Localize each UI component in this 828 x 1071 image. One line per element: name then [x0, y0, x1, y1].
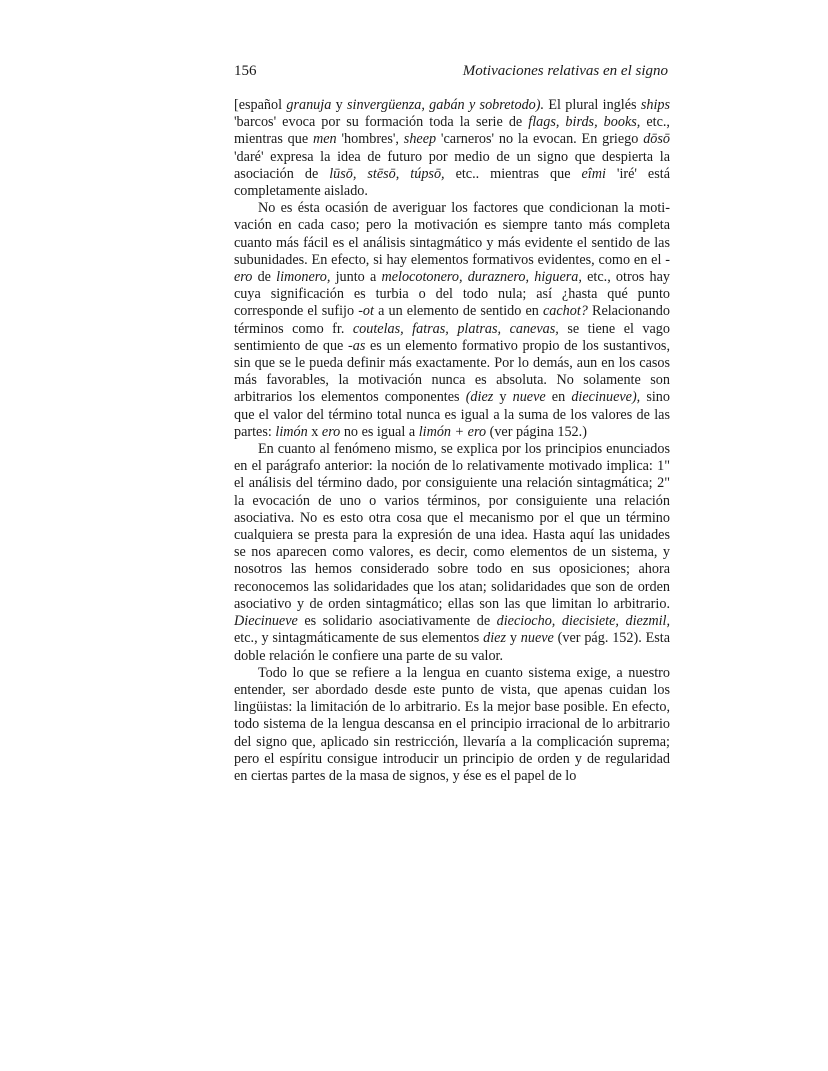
paragraph [234, 441, 670, 665]
text-segment: El plural inglés [544, 97, 641, 113]
text-segment: etc., y sintagmáticamente de sus elementos [234, 630, 484, 647]
text-segment: (ver página 152.) [486, 423, 587, 440]
text-segment: y [493, 389, 513, 406]
paragraph [234, 200, 670, 441]
italic-text-segment: men [312, 131, 337, 148]
italic-text-segment: nueve [520, 630, 554, 647]
italic-text-segment: ships [640, 97, 670, 113]
italic-text-segment: nueve [512, 389, 546, 406]
text-segment: y [331, 97, 347, 113]
italic-text-segment: sinvergüenza, gabán y sobretodo). [347, 97, 545, 113]
text-segment: 'carneros' no la evocan. En griego [436, 131, 644, 148]
text-segment: de [252, 269, 277, 286]
text-segment: y [505, 630, 521, 647]
text-segment: En cuanto al fenómeno mismo, se explica por los principios enunciados en el parágrafo anterior: la noción de lo relativamente motivado implica: 1" el análisis del término dado, por consiguiente una relación sintagmática; 2" la evocación de uno o varios términos, por consiguiente una relación asociativa. No es esto otra cosa que el mecanismo por el que un término cualquiera se presta para la expresión de una idea. Hasta aquí las unidades se nos aparecen como valores, es decir, como elementos de un sistema, y nosotros las hemos considerado sobre todo en sus oposiciones; ahora reconocemos las solidaridades que los atan; solidaridades que son de orden asociativo y de orden sintagmático; ellas son las que limitan lo arbitrario. [234, 441, 670, 612]
italic-text-segment: melocotonero, duraznero, higuera, [381, 269, 582, 286]
running-title: Motivaciones relativas en el signo [462, 63, 668, 79]
text-segment: 'iré' está completamente aislado. [234, 165, 670, 200]
italic-text-segment: limonero, [276, 269, 331, 286]
italic-text-segment: diecinueve), [571, 389, 641, 406]
italic-text-segment: lūsō, stēsō, túpsō, [329, 165, 445, 182]
text-segment: 'hombres', [336, 131, 404, 148]
text-segment: 'barcos' evoca por su formación toda la serie de [234, 114, 529, 131]
italic-text-segment: cachot? [542, 303, 588, 320]
text-segment: sino que el valor del término total nunca es igual a la suma de los valores de las partes: [234, 389, 670, 440]
italic-text-segment: Diecinueve [234, 613, 298, 630]
text-segment: no es igual a [340, 423, 419, 440]
italic-text-segment: limón [275, 423, 308, 440]
italic-text-segment: limón + ero [418, 423, 487, 440]
text-segment: [español [234, 97, 287, 113]
italic-text-segment: coutelas, fatras, platras, canevas, [352, 320, 559, 337]
italic-text-segment: granuja [286, 97, 332, 113]
text-segment: en [545, 389, 572, 406]
text-segment: x [307, 423, 322, 440]
italic-text-segment: ero [321, 423, 341, 440]
italic-text-segment: eîmi [581, 165, 606, 182]
italic-text-segment: dōsō [643, 131, 670, 148]
body-text [234, 97, 670, 785]
text-segment: etc., otros hay cuya significación es turbia o del todo nula; así ¿hasta qué punto corresponde el sufijo [234, 269, 670, 320]
page-number: 156 [234, 63, 257, 79]
text-segment: etc., mientras que [234, 114, 670, 148]
italic-text-segment: flags, birds, books, [528, 114, 641, 131]
running-header [234, 61, 668, 81]
italic-text-segment: diez [483, 630, 506, 647]
text-segment: es solidario asociativamente de [297, 613, 497, 630]
text-segment: No es ésta ocasión de averiguar los factores que condicionan la motivación en cada caso; pero la motivación es siempre tanto más completa cuanto más fácil es el análisis sintagmático y más evidente el sentido de las subunidades. En efecto, si hay elementos formativos evidentes, como en el [234, 200, 670, 268]
text-segment: junto a [330, 269, 382, 286]
paragraph [234, 665, 670, 785]
text-segment: (ver pág. 152). Esta doble relación le confiere una parte de su valor. [234, 630, 671, 664]
text-segment: es un elemento formativo propio de los sustantivos, sin que se le pueda definir más exactamente. Por lo demás, aun en los casos más favorables, la motivación nunca es absoluta. No solamente son arbitrarios los elementos componentes [234, 337, 671, 406]
text-segment: Todo lo que se refiere a la lengua en cuanto sistema exige, a nuestro entender, ser abordado desde este punto de vista, que apenas cuidan los lingüistas: la limitación de lo arbitrario. Es la mejor base posible. En efecto, todo sistema de la lengua descansa en el principio irracional de lo arbitrario del signo que, aplicado sin restricción, llevaría a la complicación suprema; pero el espíritu consigue introducir un principio de orden y de regularidad en ciertas partes de la masa de signos, y ése es el papel de lo [234, 664, 670, 784]
text-segment: 'daré' expresa la idea de futuro por medio de un signo que despierta la asociación de [234, 148, 670, 182]
text-segment: a un elemento de sentido en [373, 303, 543, 320]
italic-text-segment: dieciocho, diecisiete, diezmil, [496, 613, 671, 630]
italic-text-segment: sheep [403, 131, 437, 148]
italic-text-segment: -as [348, 337, 366, 354]
italic-text-segment: -ot [358, 303, 374, 320]
text-segment: etc.. mientras que [444, 165, 582, 182]
italic-text-segment: (diez [465, 389, 494, 406]
italic-text-segment: -ero [234, 251, 670, 286]
text-segment: se tiene el vago sentimiento de que [234, 320, 670, 354]
paragraph [234, 97, 670, 200]
text-segment: Relacionando términos como fr. [234, 303, 670, 337]
